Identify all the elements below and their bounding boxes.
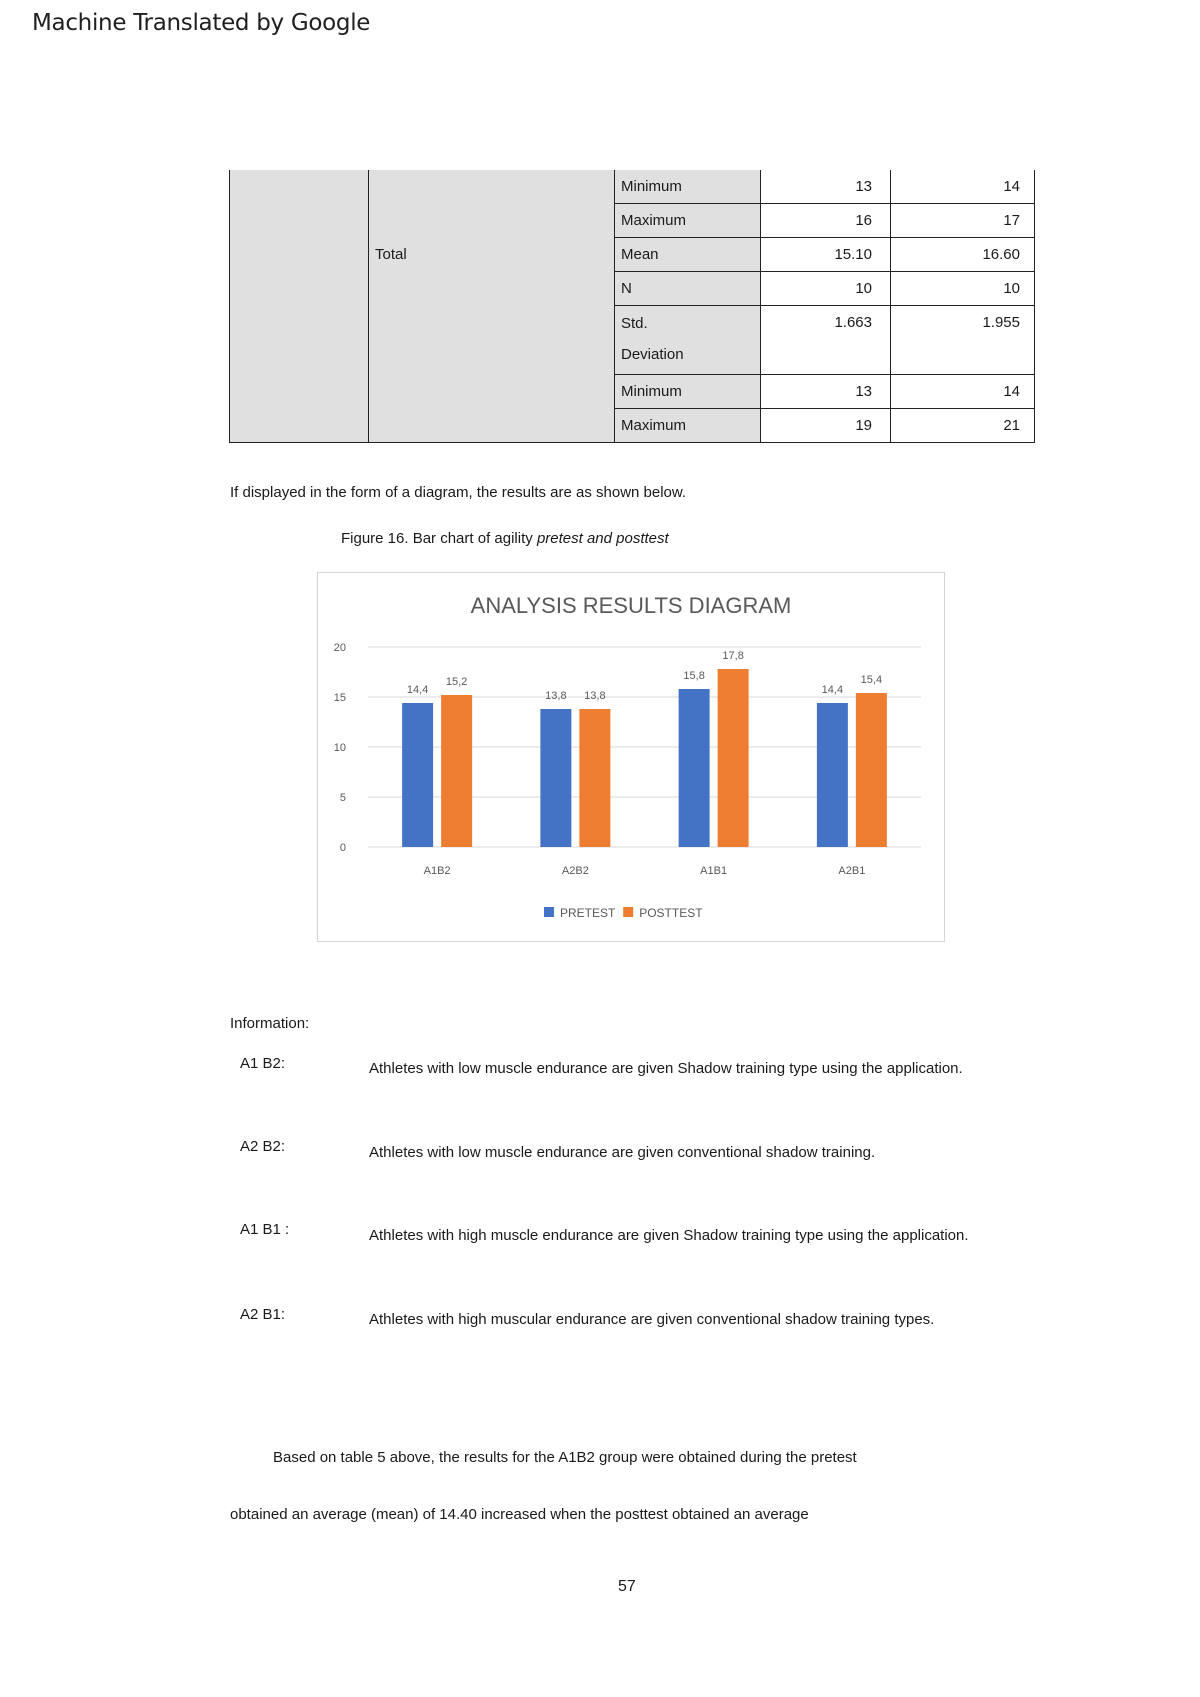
figure-caption-prefix: Figure 16. Bar chart of agility — [341, 530, 537, 547]
bar — [856, 693, 887, 847]
translation-banner: Machine Translated by Google — [32, 10, 371, 36]
intro-paragraph: If displayed in the form of a diagram, the results are as shown below. — [230, 484, 687, 501]
table-cell-group: Total — [369, 238, 615, 272]
data-label: 15,2 — [445, 676, 468, 688]
data-label: 17,8 — [722, 650, 744, 662]
table-cell-posttest: 10 — [891, 272, 1035, 306]
table-cell-pretest: 15.10 — [761, 238, 891, 272]
table-cell-pretest: 13 — [761, 170, 891, 204]
table-cell-pretest: 10 — [761, 272, 891, 306]
table-cell-group — [369, 306, 615, 375]
table-cell-blank — [230, 204, 369, 238]
table-cell-group — [369, 204, 615, 238]
table-row — [230, 409, 1035, 443]
body-line: Based on table 5 above, the results for the A1B2 group were obtained during the pretest — [273, 1449, 857, 1466]
bar-chart — [317, 572, 945, 942]
table-cell-group — [369, 170, 615, 204]
table-cell-pretest: 16 — [761, 204, 891, 238]
info-text: Athletes with high muscle endurance are given Shadow training type using the application. — [369, 1227, 969, 1244]
table-cell-pretest: 1.663 — [761, 306, 891, 375]
table-cell-stat: Minimum — [615, 375, 761, 409]
info-text: Athletes with high muscular endurance are given conventional shadow training types. — [369, 1311, 935, 1328]
table-cell-blank — [230, 375, 369, 409]
info-code: A1 B2: — [240, 1055, 286, 1072]
info-code: A1 B1 : — [240, 1221, 290, 1238]
x-tick-label: A2B1 — [838, 865, 866, 877]
table-cell-blank — [230, 170, 369, 204]
table-row — [230, 204, 1035, 238]
x-tick-label: A1B1 — [700, 865, 728, 877]
info-text: Athletes with low muscle endurance are given Shadow training type using the application. — [369, 1060, 963, 1077]
body-line: obtained an average (mean) of 14.40 increased when the posttest obtained an average — [230, 1506, 809, 1523]
descriptive-stats-table — [229, 170, 1035, 443]
bar — [679, 689, 710, 847]
x-tick-label: A2B2 — [561, 865, 589, 877]
table-cell-posttest: 14 — [891, 170, 1035, 204]
data-label: 13,8 — [545, 690, 567, 702]
data-label: 15,8 — [683, 670, 705, 682]
table-cell-stat: N — [615, 272, 761, 306]
bar — [579, 709, 610, 847]
x-tick-label: A1B2 — [423, 865, 451, 877]
table-cell-posttest: 17 — [891, 204, 1035, 238]
legend-swatch — [544, 907, 554, 917]
table-cell-blank — [230, 238, 369, 272]
table-cell-stat: Std. Deviation — [615, 306, 761, 375]
bar — [402, 703, 433, 847]
bar — [718, 669, 749, 847]
table-row — [230, 272, 1035, 306]
legend-label: POSTTEST — [639, 906, 703, 920]
info-code: A2 B1: — [240, 1306, 286, 1323]
bar — [817, 703, 848, 847]
data-label: 14,4 — [821, 684, 844, 696]
y-tick-label: 20 — [333, 642, 346, 654]
table-cell-posttest: 1.955 — [891, 306, 1035, 375]
info-text: Athletes with low muscle endurance are given conventional shadow training. — [369, 1144, 876, 1161]
information-label: Information: — [230, 1015, 310, 1032]
table-cell-posttest: 14 — [891, 375, 1035, 409]
table-cell-posttest: 16.60 — [891, 238, 1035, 272]
table-row — [230, 170, 1035, 204]
figure-caption-italic: pretest and posttest — [536, 530, 669, 547]
table-cell-group — [369, 375, 615, 409]
info-code: A2 B2: — [240, 1138, 286, 1155]
legend-swatch — [623, 907, 633, 917]
table-cell-posttest: 21 — [891, 409, 1035, 443]
table-cell-stat: Minimum — [615, 170, 761, 204]
table-row — [230, 375, 1035, 409]
chart-title: ANALYSIS RESULTS DIAGRAM — [470, 593, 792, 618]
y-tick-label: 10 — [333, 742, 346, 754]
bar-chart-svg — [318, 573, 944, 941]
table-cell-blank — [230, 409, 369, 443]
table-row — [230, 238, 1035, 272]
table-cell-blank — [230, 272, 369, 306]
data-label: 15,4 — [860, 674, 883, 686]
y-tick-label: 15 — [333, 692, 346, 704]
table-row — [230, 306, 1035, 375]
page-number: 57 — [618, 1578, 636, 1595]
data-label: 14,4 — [406, 684, 429, 696]
bar — [540, 709, 571, 847]
table-cell-stat: Mean — [615, 238, 761, 272]
y-tick-label: 5 — [339, 792, 346, 804]
table-cell-pretest: 13 — [761, 375, 891, 409]
bar — [441, 695, 472, 847]
data-label: 13,8 — [584, 690, 606, 702]
table-cell-group — [369, 272, 615, 306]
legend-label: PRETEST — [560, 906, 616, 920]
table-cell-group — [369, 409, 615, 443]
y-tick-label: 0 — [339, 842, 346, 854]
table-cell-stat: Maximum — [615, 204, 761, 238]
table-cell-stat: Maximum — [615, 409, 761, 443]
table-cell-pretest: 19 — [761, 409, 891, 443]
figure-caption — [341, 530, 669, 547]
table-cell-blank — [230, 306, 369, 375]
